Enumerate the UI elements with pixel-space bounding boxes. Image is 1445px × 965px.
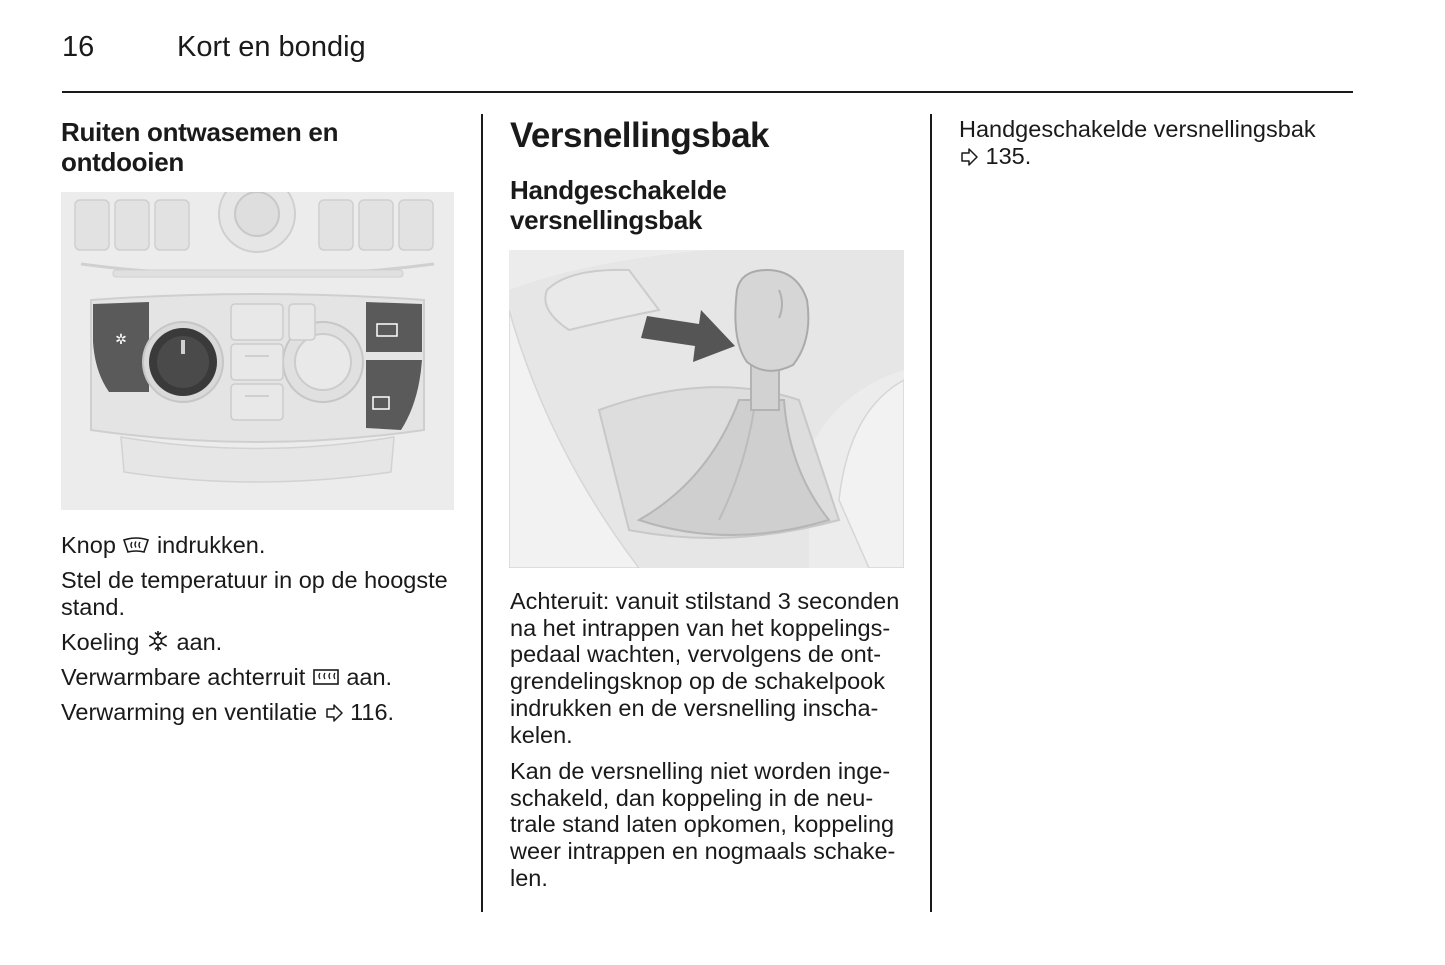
running-title: Kort en bondig <box>177 31 366 63</box>
column-divider-right <box>930 114 932 912</box>
text: Verwarmbare achterruit <box>61 664 306 690</box>
text-line: stand. <box>61 593 126 620</box>
text: indrukken. <box>156 532 266 558</box>
heading-line: Handgeschakelde <box>510 175 727 205</box>
gear-shift-lever-illustration <box>509 250 904 568</box>
text-line: indrukken en de versnelling inscha- <box>510 694 879 721</box>
climate-control-panel-illustration <box>61 192 454 510</box>
paragraph-defrost-button <box>61 532 265 562</box>
ac-snowflake-icon <box>146 629 170 659</box>
heading-line: versnellingsbak <box>510 205 703 235</box>
text-line: Kan de versnelling niet worden inge- <box>510 758 891 784</box>
text-line: Achteruit: vanuit stilstand 3 seconden <box>510 588 900 614</box>
heading-line: Ruiten ontwasemen en <box>61 117 339 147</box>
svg-text:✲: ✲ <box>115 332 127 348</box>
text-line: trale stand laten opkomen, koppeling <box>510 811 895 838</box>
page-reference-arrow-icon <box>959 146 979 173</box>
text-line: Handgeschakelde versnellingsbak <box>959 116 1316 142</box>
paragraph-rear-window <box>61 664 392 694</box>
chapter-heading: Versnellingsbak <box>510 116 770 155</box>
text: aan. <box>176 629 223 655</box>
header-rule <box>62 91 1353 93</box>
text: Verwarming en ventilatie <box>61 699 318 725</box>
text: aan. <box>346 664 393 690</box>
text-line: na het intrappen van het koppelings- <box>510 614 891 641</box>
paragraph-manual-gearbox-reference <box>959 116 1316 172</box>
text-line: schakeld, dan koppeling in de neu- <box>510 784 874 811</box>
windscreen-defrost-icon <box>122 535 150 562</box>
text-line: pedaal wachten, vervolgens de ont- <box>510 641 882 668</box>
rear-window-heating-icon <box>312 667 340 694</box>
page-reference[interactable]: 135. <box>985 142 1032 169</box>
page-reference-arrow-icon <box>324 702 344 729</box>
paragraph-heating-ventilation <box>61 699 394 729</box>
paragraph-gear-engagement <box>510 758 895 892</box>
text-line: grendelingsknop op de schakelpook <box>510 668 885 695</box>
text-line: kelen. <box>510 721 573 748</box>
heading-line: ontdooien <box>61 147 184 177</box>
text: Knop <box>61 532 116 558</box>
paragraph-temperature <box>61 567 448 620</box>
column-divider-left <box>481 114 483 912</box>
text-line: Stel de temperatuur in op de hoogste <box>61 567 448 593</box>
paragraph-cooling <box>61 629 222 659</box>
text-line: len. <box>510 864 548 891</box>
section-heading-manual-gearbox <box>510 175 727 235</box>
paragraph-reverse-gear <box>510 588 899 748</box>
section-heading-defrost <box>61 117 338 177</box>
page-reference[interactable]: 116. <box>350 699 395 725</box>
page-number: 16 <box>62 31 95 63</box>
text: Koeling <box>61 629 140 655</box>
text-line: weer intrappen en nogmaals schake- <box>510 838 896 865</box>
